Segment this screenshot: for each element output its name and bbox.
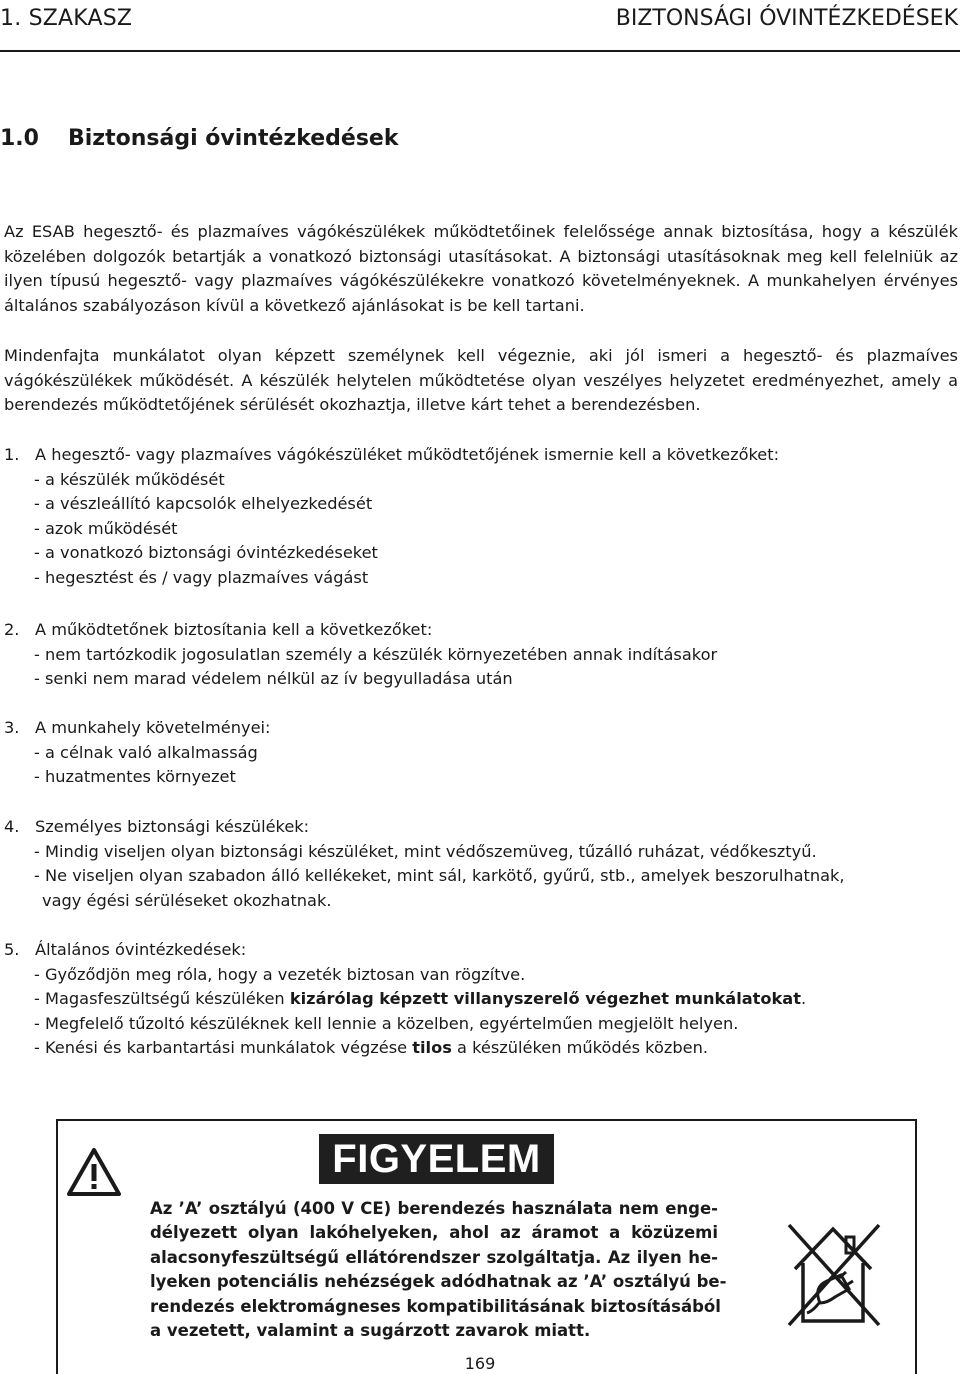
notice-line: rendezés elektromágneses kompatibilitásának biztosításából <box>150 1296 721 1316</box>
list-subitem: - nem tartózkodik jogosulatlan személy a készülék környezetében annak indításakor <box>34 644 718 664</box>
notice-line: a vezetett, valamint a sugárzott zavarok miatt. <box>150 1321 591 1341</box>
list-heading: A működtetőnek biztosítania kell a következőket: <box>35 620 433 639</box>
list-item-3 <box>4 716 954 790</box>
list-heading: A hegesztő- vagy plazmaíves vágókészüléket működtetőjének ismernie kell a következőket: <box>35 445 780 464</box>
notice-body <box>150 1197 727 1343</box>
list-number: 1. <box>4 445 20 464</box>
no-household-plug-icon <box>783 1217 883 1329</box>
list-subitem: - a készülék működését <box>34 469 225 489</box>
list-subitem: - azok működését <box>34 518 178 538</box>
notice-line: lyeken potenciális nehézségek adódhatnak az ’A’ osztályú be- <box>150 1272 727 1292</box>
list-subitem: - a vonatkozó biztonsági óvintézkedéseket <box>34 543 378 562</box>
list-number: 3. <box>4 718 20 737</box>
list-heading: A munkahely követelményei: <box>35 718 271 737</box>
list-item-1 <box>4 443 954 590</box>
list-number: 2. <box>4 620 20 639</box>
list-subitem: - Megfelelő tűzoltó készüléknek kell lennie a közelben, egyértelműen megjelölt helyen. <box>34 1013 739 1033</box>
warning-triangle-icon <box>66 1147 122 1197</box>
list-subitem: - senki nem marad védelem nélkül az ív begyulladása után <box>34 669 513 688</box>
notice-line: délyezett olyan lakóhelyeken, ahol az áramot a közüzemi <box>150 1223 718 1243</box>
section-number: 1.0 <box>0 126 39 151</box>
list-number: 4. <box>4 817 20 836</box>
notice-line: Az ’A’ osztályú (400 V CE) berendezés használata nem enge- <box>150 1199 718 1218</box>
list-heading: Személyes biztonsági készülékek: <box>35 817 310 836</box>
list-subitem-emphasis: tilos <box>412 1038 452 1057</box>
page-header <box>0 0 960 52</box>
section-heading <box>0 126 398 151</box>
section-heading-title: Biztonsági óvintézkedések <box>68 126 399 151</box>
list-subitem <box>4 987 954 1012</box>
list-subitem-text: - Magasfeszültségű készüléken <box>34 989 290 1008</box>
list-subitem-emphasis: kizárólag képzett villanyszerelő végezhet munkálatokat <box>289 989 801 1008</box>
list-subitem-text: - Kenési és karbantartási munkálatok végzése <box>34 1038 413 1057</box>
list-subitem: - Ne viseljen olyan szabadon álló kellékeket, mint sál, karkötő, gyűrű, stb., amelyek beszorulhatnak, <box>34 866 845 885</box>
qualification-paragraph: Mindenfajta munkálatot olyan képzett személynek kell végeznie, aki jól ismeri a hegesztő- és plazmaíves vágókészülékek működését. A készülék helytelen működtetése olyan veszélyes helyzetet eredményezhet, amely a berendezés működtetőjének sérülését okozhaztja, illetve kárt tehet a berendezésben. <box>4 346 958 414</box>
notice-title: FIGYELEM <box>319 1134 554 1184</box>
notice-line: alacsonyfeszültségű ellátórendszer szolgáltatja. Az ilyen he- <box>150 1247 718 1267</box>
list-subitem: - Mindig viseljen olyan biztonsági készüléket, mint védőszemüveg, tűzálló ruházat, védőkesztyű. <box>34 841 817 861</box>
list-subitem: - huzatmentes környezet <box>34 767 236 786</box>
list-number: 5. <box>4 940 20 959</box>
list-subitem <box>4 1036 954 1061</box>
page-number: 169 <box>464 1354 496 1373</box>
list-subitem-text: a készüléken működés közben. <box>451 1038 709 1057</box>
section-label: 1. SZAKASZ <box>0 6 133 31</box>
list-item-5 <box>4 938 954 1061</box>
warning-notice-box <box>56 1119 917 1374</box>
list-item-2 <box>4 618 954 692</box>
list-subitem: - hegesztést és / vagy plazmaíves vágást <box>34 567 369 587</box>
list-subitem: - a célnak való alkalmasság <box>34 742 258 762</box>
list-subitem-continuation: vagy égési sérüléseket okozhatnak. <box>42 890 332 910</box>
list-subitem-text: . <box>800 989 807 1008</box>
list-subitem: - a vészleállító kapcsolók elhelyezkedését <box>34 494 373 513</box>
intro-paragraph: Az ESAB hegesztő- és plazmaíves vágókészülékek működtetőinek felelőssége annak biztosítása, hogy a készülék közelében dolgozók betartják a vonatkozó biztonsági utasításokat. A biztonsági utasításoknak meg kell felelniük az ilyen típusú hegesztő- vagy plazmaíves vágókészülékekre vonatkozó követelményeknek. A munkahelyen érvényes általános szabályozáson kívül a következő ajánlásokat is be kell tartani. <box>4 222 958 315</box>
list-heading: Általános óvintézkedések: <box>35 940 247 959</box>
list-item-4 <box>4 815 954 913</box>
header-title: BIZTONSÁGI ÓVINTÉZKEDÉSEK <box>615 6 958 31</box>
list-subitem: - Győződjön meg róla, hogy a vezeték biztosan van rögzítve. <box>34 964 526 984</box>
